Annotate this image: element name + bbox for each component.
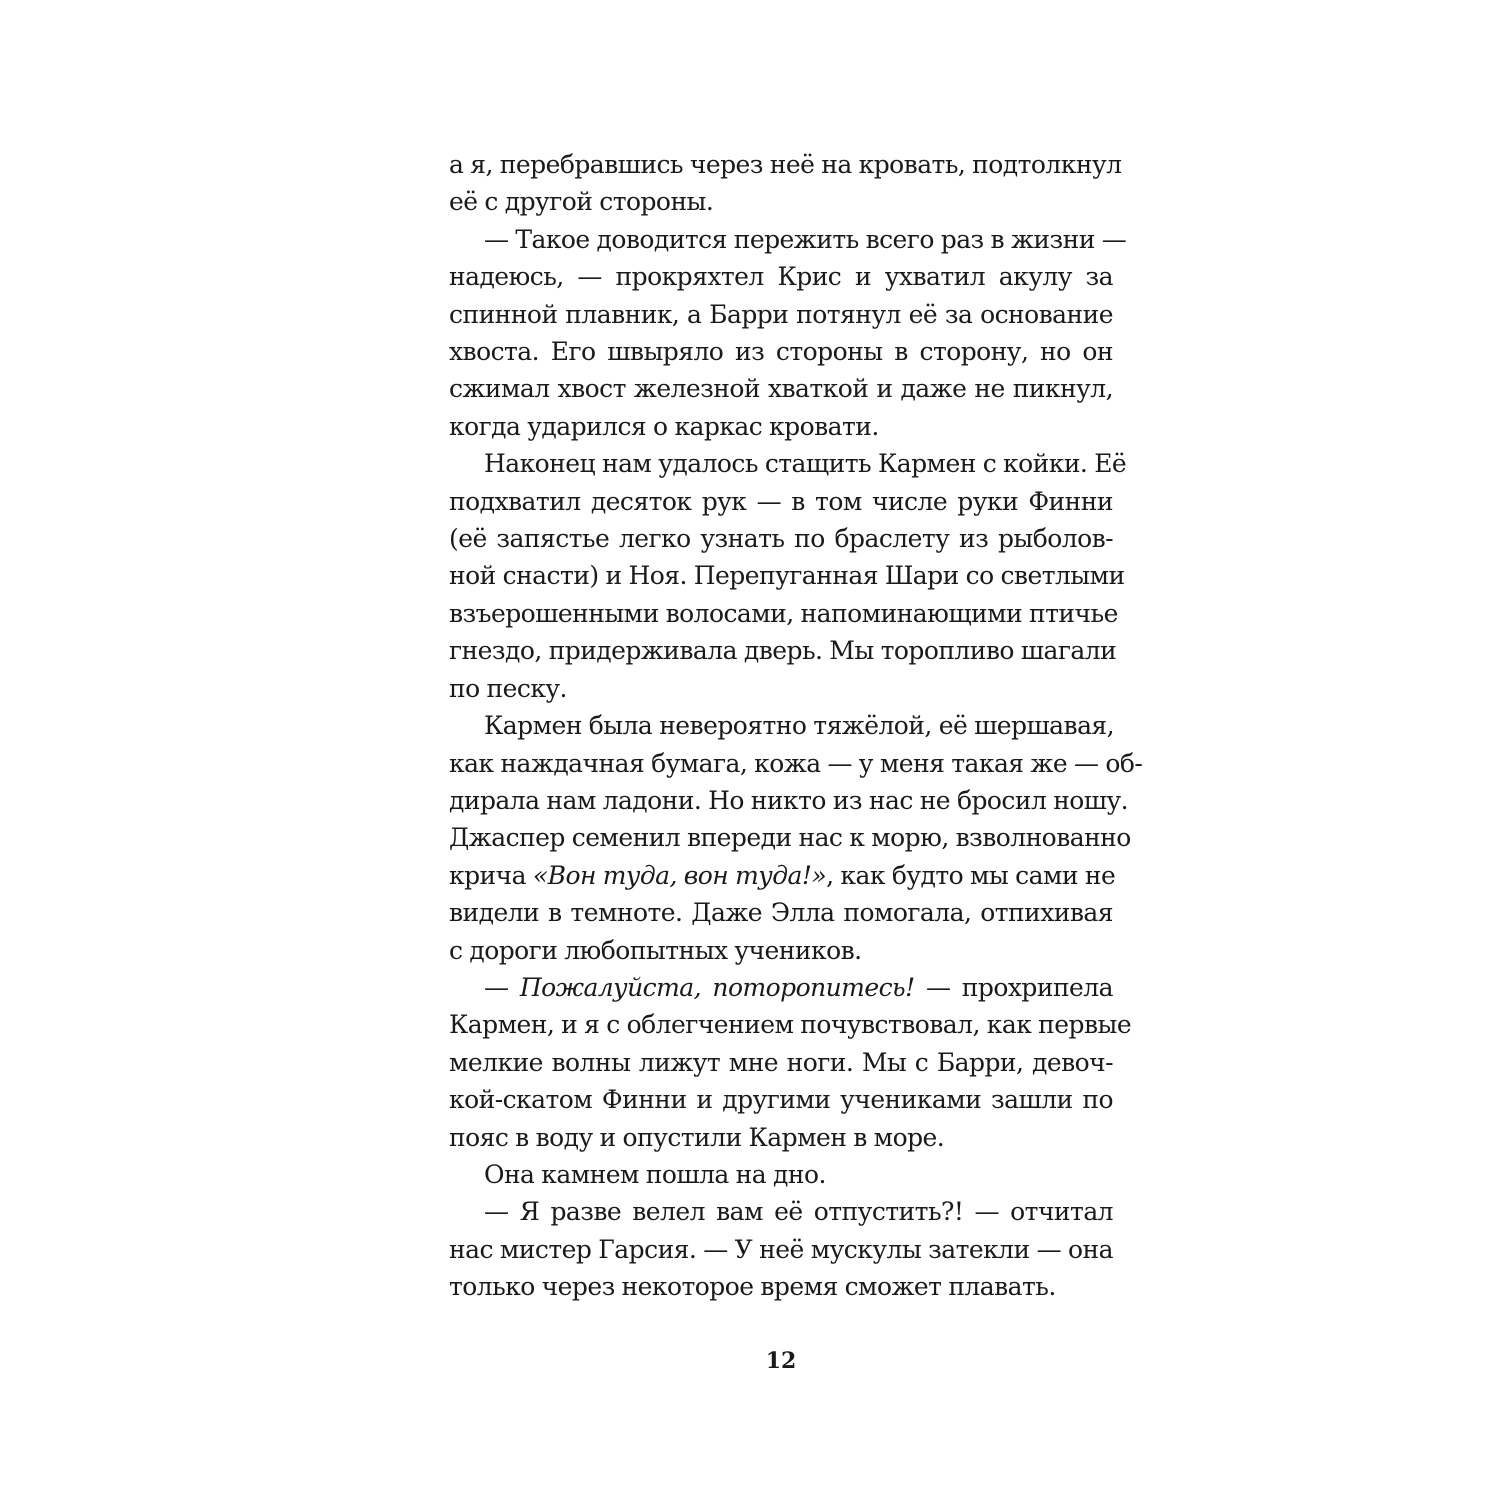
text-line: видели в темноте. Даже Элла помогала, отпихивая [449, 898, 1113, 928]
paragraph [449, 707, 1143, 969]
text-line: хвоста. Его швыряло из стороны в сторону, но он [449, 337, 1113, 367]
paragraph [449, 1193, 1113, 1305]
text-line: надеюсь, — прокряхтел Крис и ухватил акулу за [449, 262, 1113, 292]
paragraph [449, 146, 1122, 221]
text-line: пояс в воду и опустили Кармен в море. [449, 1122, 945, 1152]
text-line: её с другой стороны. [449, 187, 714, 217]
text-line: (её запястье легко узнать по браслету из рыболов- [449, 524, 1113, 554]
text-line: с дороги любопытных учеников. [449, 935, 862, 965]
text-line: когда ударился о каркас кровати. [449, 411, 879, 441]
text-segment: крича [449, 860, 533, 890]
text-line: — Такое доводится пережить всего раз в жизни — [484, 224, 1127, 254]
text-segment: , как будто мы сами не [826, 860, 1116, 890]
text-line: мелкие волны лижут мне ноги. Мы с Барри, девоч- [449, 1047, 1113, 1077]
text-line [449, 969, 1113, 1006]
text-line: кой-скатом Финни и другими учениками зашли по [449, 1085, 1113, 1115]
book-page-body [449, 146, 1143, 1306]
text-line: гнездо, придерживала дверь. Мы торопливо шагали [449, 636, 1117, 666]
text-line: только через некоторое время сможет плавать. [449, 1272, 1056, 1302]
text-line: нас мистер Гарсия. — У неё мускулы затекли — она [449, 1234, 1113, 1264]
italic-speech: Пожалуйста, поторопитесь! [519, 972, 915, 1002]
text-line: Кармен, и я с облегчением почувствовал, как первые [449, 1010, 1132, 1040]
text-line: сжимал хвост железной хваткой и даже не пикнул, [449, 374, 1113, 404]
text-line: как наждачная бумага, кожа — у меня такая же — об- [449, 748, 1143, 778]
page-number: 12 [765, 1348, 797, 1374]
text-line: подхватил десяток рук — в том числе руки Финни [449, 486, 1113, 516]
italic-quote: «Вон туда, вон туда!» [532, 860, 827, 890]
paragraph [449, 969, 1132, 1156]
paragraph [449, 1156, 1113, 1193]
paragraph [449, 221, 1127, 445]
text-segment: — [484, 972, 520, 1002]
text-line: взъерошенными волосами, напоминающими птичье [449, 598, 1118, 628]
text-segment: — прохрипела [914, 972, 1113, 1002]
text-line: Джаспер семенил впереди нас к морю, взволнованно [449, 823, 1131, 853]
text-line: по песку. [449, 673, 567, 703]
text-line: ной снасти) и Ноя. Перепуганная Шари со светлыми [449, 561, 1125, 591]
text-line: дирала нам ладони. Но никто из нас не бросил ношу. [449, 785, 1129, 815]
text-line: спинной плавник, а Барри потянул её за основание [449, 299, 1113, 329]
text-line: Кармен была невероятно тяжёлой, её шершавая, [484, 711, 1115, 741]
text-line [449, 857, 1116, 894]
text-line: — Я разве велел вам её отпустить?! — отчитал [484, 1197, 1113, 1227]
text-line: Она камнем пошла на дно. [484, 1159, 826, 1189]
paragraph [449, 445, 1127, 707]
text-line: Наконец нам удалось стащить Кармен с койки. Её [484, 449, 1127, 479]
text-line: а я, перебравшись через неё на кровать, подтолкнул [449, 150, 1122, 179]
